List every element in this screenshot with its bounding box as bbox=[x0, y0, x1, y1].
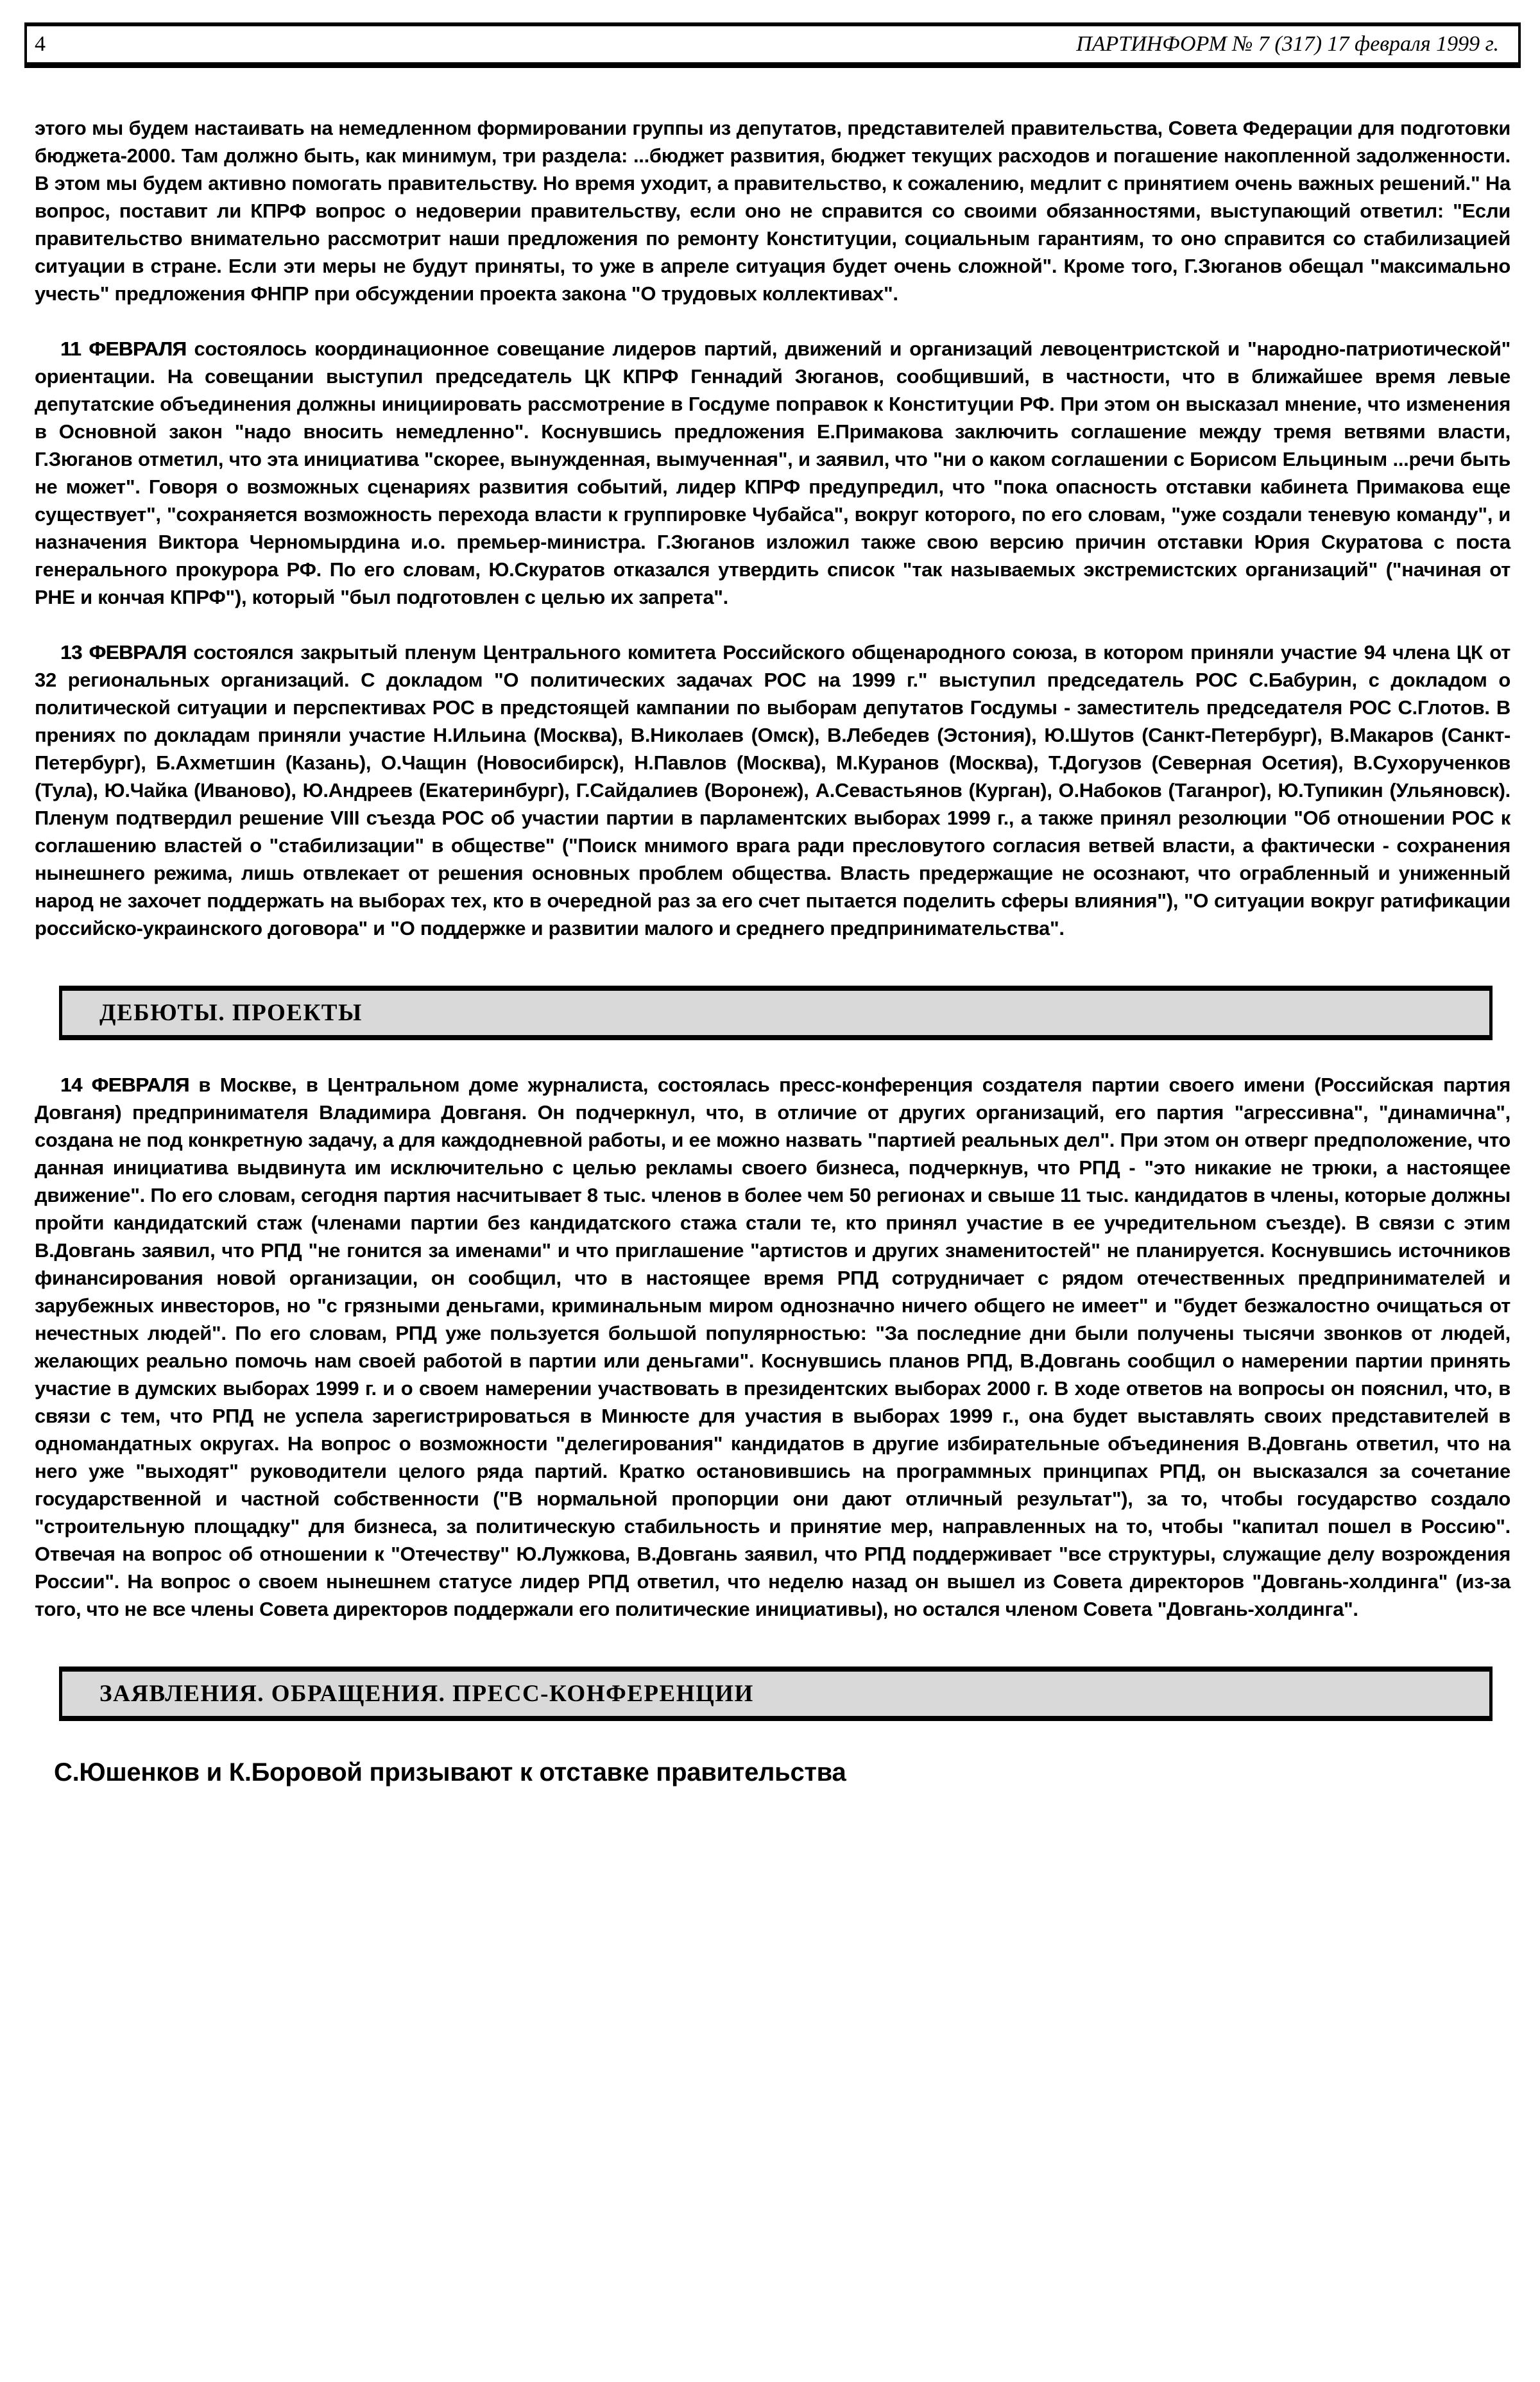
article-paragraph-continuation: этого мы будем настаивать на немедленном формировании группы из депутатов, представителей правительства, Совета Федерации для подготовки бюджета-2000. Там должно быть, как минимум, три раздела: ...бюджет развития, бюджет текущих расходов и погашение накопленной задолженности. В этом мы будем активно помогать правительству. Но время уходит, а правительство, к сожалению, медлит с принятием очень важных решений." На вопрос, поставит ли КПРФ вопрос о недоверии правительству, если оно не справится со своими обязанностями, выступающий ответил: "Если правительство внимательно рассмотрит наши предложения по ремонту Конституции, социальным гарантиям, то оно справится со стабилизацией ситуации в стране. Если эти меры не будут приняты, то уже в апреле ситуация будет очень сложной". Кроме того, Г.Зюганов обещал "максимально учесть" предложения ФНПР при обсуждении проекта закона "О трудовых коллективах". bbox=[35, 117, 1510, 305]
article-text-feb14: в Москве, в Центральном доме журналиста, состоялась пресс-конференция создателя партии своего имени (Российская партия Довганя) предпринимателя Владимира Довганя. Он подчеркнул, что, в отличие от других организаций, его партия "агрессивна", "динамична", создана не под конкретную задачу, а для каждодневной работы, и ее можно назвать "партией реальных дел". При этом он отверг предположение, что данная инициатива выдвинута им исключительно с целью рекламы своего бизнеса, подчеркнув, что РПД - "это никакие не трюки, а настоящее движение". По его словам, сегодня партия насчитывает 8 тыс. членов в более чем 50 регионах и свыше 11 тыс. кандидатов в члены, которые должны пройти кандидатский стаж (членами партии без кандидатского стажа стали те, кто принял участие в ее учредительном съезде). В связи с этим В.Довгань заявил, что РПД "не гонится за именами" и что приглашение "артистов и других знаменитостей" не планируется. Коснувшись источников финансирования новой организации, он сообщил, что в настоящее время РПД сотрудничает с рядом отечественных предпринимателей и зарубежных инвесторов, но "с грязными деньгами, криминальным миром однозначно ничего общего не имеет" и "будет безжалостно очищаться от нечестных людей". По его словам, РПД уже пользуется большой популярностью: "За последние дни были получены тысячи звонков от людей, желающих реально помочь нам своей работой в партии или деньгами". Коснувшись планов РПД, В.Довгань сообщил о намерении партии принять участие в думских выборах 1999 г. и о своем намерении участвовать в президентских выборах 2000 г. В ходе ответов на вопросы он пояснил, что, в связи с тем, что РПД не успела зарегистрироваться в Минюсте для участия в выборах 1999 г., она будет выставлять своих представителей в одномандатных округах. На вопрос о возможности "делегирования" кандидатов в другие избирательные объединения В.Довгань ответил, что на него уже "выходят" руководители целого ряда партий. Кратко остановившись на программных принципах РПД, он высказался за сочетание государственной и частной собственности ("В нормальной пропорции они дают отличный результат"), за то, чтобы государство создало "строительную площадку" для бизнеса, за политическую стабильность и принятие мер, направленных на то, чтобы "капитал пошел в Россию". Отвечая на вопрос об отношении к "Отечеству" Ю.Лужкова, В.Довгань заявил, что РПД поддерживает "все структуры, служащие делу возрождения России". На вопрос о своем нынешнем статусе лидер РПД ответил, что неделю назад он вышел из Совета директоров "Довгань-холдинга" (из-за того, что не все члены Совета директоров поддержали его политические инициативы), но остался членом Совета "Довгань-холдинга". bbox=[35, 1074, 1510, 1620]
section-header-debuts-label: ДЕБЮТЫ. ПРОЕКТЫ bbox=[99, 1000, 363, 1026]
section-header-statements bbox=[59, 1667, 1493, 1721]
article-text-feb13: состоялся закрытый пленум Центрального комитета Российского общенародного союза, в котором приняли участие 94 члена ЦК от 32 региональных организаций. С докладом "О политических задачах РОС на 1999 г." выступил председатель РОС С.Бабурин, с докладом о политической ситуации и перспективах РОС в предстоящей кампании по выборам депутатов Госдумы - заместитель председателя РОС С.Глотов. В прениях по докладам приняли участие Н.Ильина (Москва), В.Николаев (Омск), В.Лебедев (Эстония), Ю.Шутов (Санкт-Петербург), В.Макаров (Санкт-Петербург), Б.Ахметшин (Казань), О.Чащин (Новосибирск), Н.Павлов (Москва), М.Куранов (Москва), Т.Догузов (Северная Осетия), В.Сухорученков (Тула), Ю.Чайка (Иваново), Ю.Андреев (Екатеринбург), Г.Сайдалиев (Воронеж), А.Севастьянов (Курган), О.Набоков (Таганрог), Ю.Тупикин (Ульяновск). Пленум подтвердил решение VIII съезда РОС об участии партии в парламентских выборах 1999 г., а также принял резолюции "Об отношении РОС к соглашению властей о "стабилизации" в обществе" ("Поиск мнимого врага ради пресловутого согласия ветвей власти, а фактически - сохранения нынешнего режима, лишь отвлекает от решения основных проблем общества. Власть предержащие не осознают, что ограбленный и униженный народ не захочет поддержать на выборах тех, кто в очередной раз за его счет пытается поделить сферы влияния"), "О ситуации вокруг ратификации российско-украинского договора" и "О поддержке и развитии малого и среднего предпринимательства". bbox=[35, 641, 1510, 939]
article-date-feb14: 14 ФЕВРАЛЯ bbox=[60, 1074, 189, 1096]
article-date-feb13: 13 ФЕВРАЛЯ bbox=[60, 641, 187, 664]
article-paragraph-feb13 bbox=[35, 638, 1510, 942]
article-subheading: С.Юшенков и К.Боровой призывают к отставке правительства bbox=[54, 1758, 846, 1786]
article-paragraph-feb14 bbox=[35, 1071, 1510, 1623]
issue-title: ПАРТИНФОРМ № 7 (317) 17 февраля 1999 г. bbox=[1076, 32, 1499, 56]
page-header bbox=[24, 22, 1521, 68]
article-paragraph-feb11 bbox=[35, 335, 1510, 611]
section-header-debuts bbox=[59, 986, 1493, 1040]
article-text-feb11: состоялось координационное совещание лидеров партий, движений и организаций левоцентристской и "народно-патриотической" ориентации. На совещании выступил председатель ЦК КПРФ Геннадий Зюганов, сообщивший, в частности, что в ближайшее время левые депутатские объединения должны инициировать рассмотрение в Госдуме поправок к Конституции РФ. При этом он высказал мнение, что изменения в Основной закон "надо вносить немедленно". Коснувшись предложения Е.Примакова заключить соглашение между тремя ветвями власти, Г.Зюганов отметил, что эта инициатива "скорее, вынужденная, вымученная", и заявил, что "ни о каком соглашении с Борисом Ельциным ...речи быть не может". Говоря о возможных сценариях развития событий, лидер КПРФ предупредил, что "пока опасность отставки кабинета Примакова еще существует", "сохраняется возможность перехода власти к группировке Чубайса", вокруг которого, по его словам, "уже создали теневую команду", и назначения Виктора Черномырдина и.о. премьер-министра. Г.Зюганов изложил также свою версию причин отставки Юрия Скуратова с поста генерального прокурора РФ. По его словам, Ю.Скуратов отказался утвердить список "так называемых экстремистских организаций" ("начиная от РНЕ и кончая КПРФ"), который "был подготовлен с целью их запрета". bbox=[35, 338, 1510, 608]
page-number: 4 bbox=[35, 32, 46, 56]
article-body bbox=[35, 114, 1510, 1787]
section-header-statements-label: ЗАЯВЛЕНИЯ. ОБРАЩЕНИЯ. ПРЕСС-КОНФЕРЕНЦИИ bbox=[99, 1681, 754, 1707]
article-date-feb11: 11 ФЕВРАЛЯ bbox=[60, 338, 187, 360]
